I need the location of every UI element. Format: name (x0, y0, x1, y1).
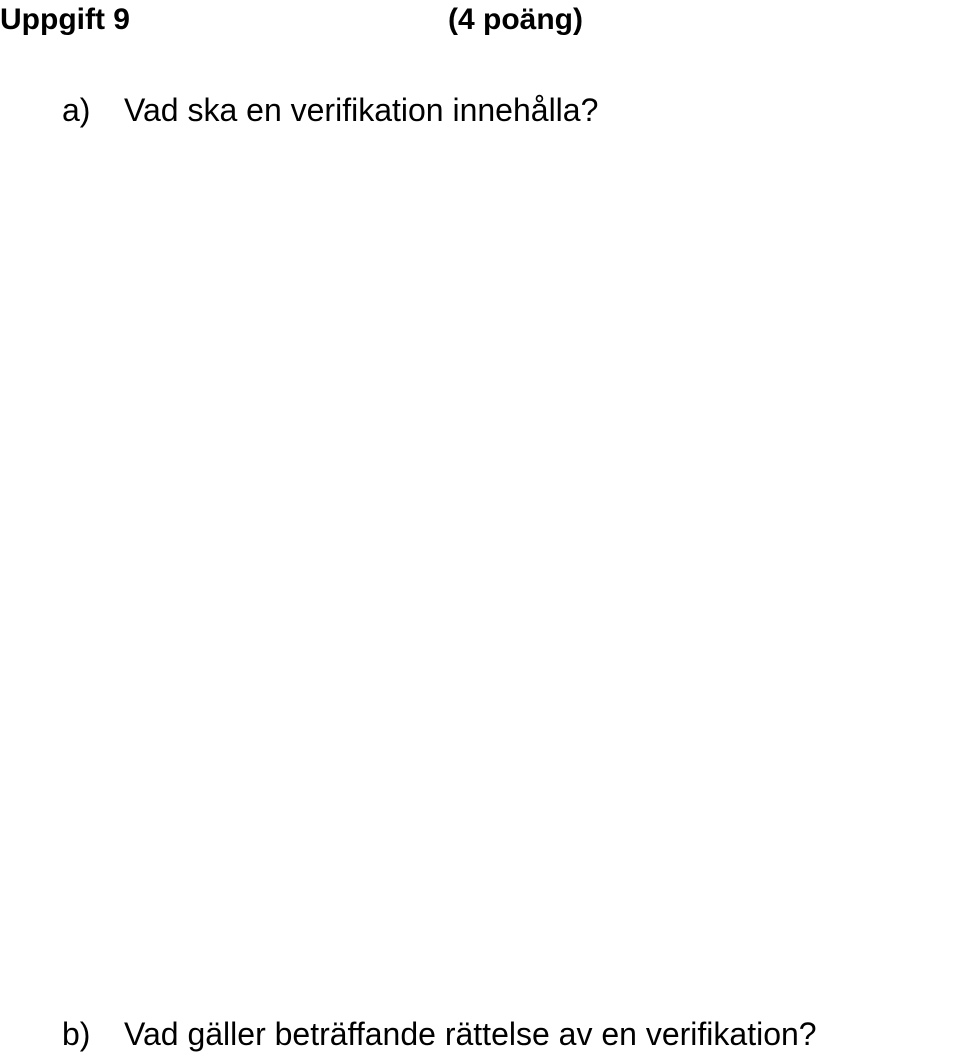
question-b-marker: b) (62, 1016, 91, 1052)
question-b-text: Vad gäller beträffande rättelse av en verifikation? (124, 1016, 817, 1052)
answer-area (0, 140, 960, 1000)
question-a (0, 90, 960, 134)
question-b (0, 1014, 960, 1058)
question-a-marker: a) (62, 92, 91, 128)
question-a-text: Vad ska en verifikation innehålla? (124, 92, 599, 128)
task-header (0, 0, 960, 40)
task-title: Uppgift 9 (0, 3, 130, 36)
task-points: (4 poäng) (448, 3, 583, 36)
